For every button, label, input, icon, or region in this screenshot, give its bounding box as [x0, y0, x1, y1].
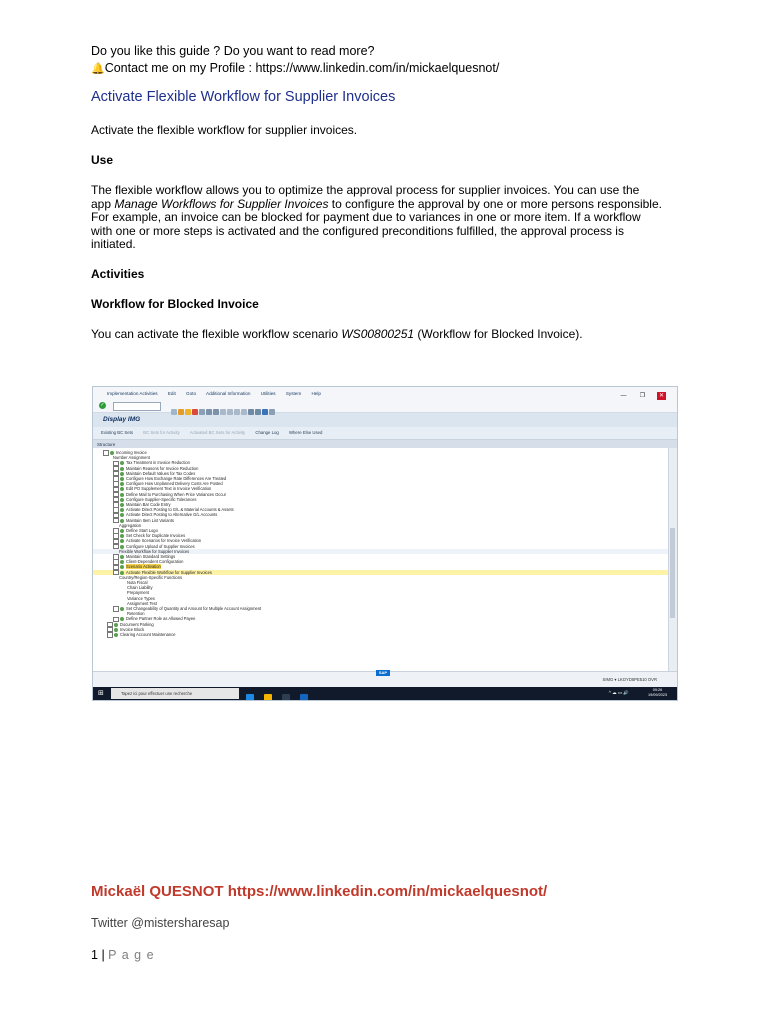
sap-logo: SAP [376, 670, 390, 676]
tree-item-label: Tax Treatment in Invoice Reduction [126, 460, 190, 466]
use-line-4: with one or more steps is activated and the configured preconditions fulfilled, the approval process is [91, 223, 624, 238]
system-info: SIMG ▾ LKOYD5PE510 OVR [602, 677, 657, 682]
tree-item-label: Incoming Invoice [116, 450, 147, 455]
maximize-icon[interactable]: ❐ [639, 393, 646, 399]
page-separator: | [101, 948, 105, 962]
sap-logon-icon[interactable] [282, 694, 290, 701]
shortcut-icon[interactable] [255, 409, 261, 415]
document-icon [107, 632, 113, 638]
activate-pre: You can activate the flexible workflow scenario [91, 327, 342, 341]
use-line-2 [91, 198, 691, 212]
tree-item-label: Activate Flexible Workflow for Supplier Invoices [126, 569, 212, 575]
menu-help[interactable]: Help [311, 391, 321, 396]
tree-scrollbar[interactable] [668, 448, 677, 672]
sap-menubar [93, 387, 677, 400]
save-icon[interactable] [171, 409, 177, 415]
tree-item-label: Flexible Workflow for Supplier Invoices [119, 548, 190, 554]
menu-additional-information[interactable]: Additional Information [206, 391, 251, 396]
use-heading: Use [91, 153, 114, 167]
tree-item-label: Number Assignment [113, 455, 150, 461]
tree-item-label: Edit PO Supplement Text in Invoice Verification [126, 486, 212, 492]
execute-activity-icon[interactable] [114, 633, 118, 637]
next-page-icon[interactable] [234, 409, 240, 415]
tree-item-label: Assignment Test [127, 600, 157, 606]
twitter-line: Twitter @mistersharesap [91, 916, 230, 930]
menu-edit[interactable]: Edit [167, 391, 176, 396]
app-name: Manage Workflows for Supplier Invoices [114, 196, 329, 211]
menu-system[interactable]: System [285, 391, 302, 396]
tree-item-label: Activate Direct Posting to G/L & Material Accounts & Assets [126, 507, 234, 513]
activities-heading: Activities [91, 267, 145, 281]
activated-bc-sets-button[interactable]: Activated BC Sets for Activity [189, 430, 246, 435]
first-page-icon[interactable] [220, 409, 226, 415]
last-page-icon[interactable] [241, 409, 247, 415]
page-number: 1 [91, 948, 98, 962]
scenario-id: WS00800251 [341, 327, 415, 341]
tree-item-label: Define Partner Role as Allowed Payee [126, 616, 196, 622]
page-word: P a g e [108, 948, 155, 962]
tree-item-label: Chain Liability [127, 585, 153, 591]
use-line-2-post: to configure the approval by one or more persons responsible. [328, 196, 662, 211]
tree-item[interactable] [93, 632, 678, 637]
img-tree [93, 448, 669, 672]
back-icon[interactable] [178, 409, 184, 415]
intro-line-2 [91, 62, 499, 77]
tree-item-label: Configure Upload of Supplier Invoices [126, 543, 195, 549]
print-icon[interactable] [199, 409, 205, 415]
tree-item-label: Country/Region-Specific Functions [119, 574, 183, 580]
edge-icon[interactable] [246, 694, 254, 701]
tree-item-label: Client-Dependent Configuration [126, 559, 184, 565]
existing-bc-sets-button[interactable]: Existing BC Sets [101, 430, 134, 435]
sap-title: Display IMG [93, 413, 677, 427]
prev-page-icon[interactable] [227, 409, 233, 415]
use-line-3: For example, an invoice can be blocked for payment due to variances in one or more item. If a workflow [91, 210, 641, 224]
find-next-icon[interactable] [213, 409, 219, 415]
layout-icon[interactable] [269, 409, 275, 415]
enter-check-icon[interactable]: ✓ [100, 402, 105, 408]
tree-item-label: Activate Direct Posting to Alternative G/L Accounts [126, 512, 218, 518]
close-icon[interactable]: ✕ [658, 393, 665, 399]
page-footer [91, 948, 155, 962]
outlook-icon[interactable] [300, 694, 308, 701]
change-log-button[interactable]: Change Log [255, 430, 279, 435]
page-title: Activate Flexible Workflow for Supplier Invoices [91, 89, 396, 105]
tree-item-label: Prepayment [127, 590, 150, 596]
tree-item-label: Maintain Reasons for Invoice Reduction [126, 465, 199, 471]
cancel-icon[interactable] [192, 409, 198, 415]
workflow-heading: Workflow for Blocked Invoice [91, 297, 259, 311]
minimize-icon[interactable]: — [620, 393, 627, 399]
where-else-used-button[interactable]: Where Else Used [288, 430, 323, 435]
windows-taskbar [93, 687, 677, 700]
tree-item-label: Configure Supplier-Specific Tolerances [126, 496, 197, 502]
activate-post: (Workflow for Blocked Invoice). [414, 327, 583, 341]
taskbar-clock [648, 688, 667, 698]
menu-implementation-activities[interactable]: Implementation Activities [107, 391, 158, 396]
intro-paragraph: Activate the flexible workflow for supplier invoices. [91, 123, 358, 137]
file-explorer-icon[interactable] [264, 694, 272, 701]
tree-item-label: Maintain Standard Settings [126, 554, 176, 559]
tree-item-label: Configure How Exchange Rate Differences Are Treated [126, 476, 227, 481]
tree-item-label: Retention [127, 611, 145, 617]
help-icon[interactable] [262, 409, 268, 415]
tree-item-label: Variance Types [127, 595, 155, 601]
find-icon[interactable] [206, 409, 212, 415]
menu-goto[interactable]: Goto [186, 391, 197, 396]
use-line-1: The flexible workflow allows you to optimize the approval process for supplier invoices. You can use the [91, 183, 640, 197]
taskbar-apps [246, 689, 318, 701]
tree-item-label: Clearing Account Maintenance [120, 632, 176, 637]
tree-item-label: Maintain Bar Code Entry [126, 502, 171, 507]
exit-icon[interactable] [185, 409, 191, 415]
profile-link[interactable]: Contact me on my Profile : https://www.linkedin.com/in/mickaelquesnot/ [104, 61, 500, 75]
tree-item-label: Maintain Item List Variants [126, 517, 174, 523]
sap-statusbar [93, 671, 677, 687]
new-session-icon[interactable] [248, 409, 254, 415]
use-line-2-pre: app [91, 196, 115, 211]
tree-item-label: Document Parking [120, 621, 154, 627]
sap-app-toolbar [93, 427, 677, 440]
bc-sets-for-activity-button[interactable]: BC Sets for Activity [143, 430, 180, 435]
intro-line-1: Do you like this guide ? Do you want to read more? [91, 44, 375, 58]
structure-header: Structure [93, 440, 677, 449]
activate-paragraph [91, 328, 583, 342]
use-paragraph [91, 184, 691, 252]
menu-utilities[interactable]: Utilities [260, 391, 276, 396]
bell-icon: 🔔 [91, 63, 105, 75]
author-line: Mickaël QUESNOT https://www.linkedin.com/in/mickaelquesnot/ [91, 883, 548, 900]
tree-item-label: Invoice Block [120, 626, 145, 632]
sap-toolbar [93, 400, 677, 413]
command-field[interactable] [113, 402, 161, 411]
use-line-5: initiated. [91, 237, 136, 251]
taskbar-search-input[interactable]: Tapez ici pour effectuer une recherche [111, 688, 239, 699]
windows-start-icon[interactable]: ⊞ [98, 690, 104, 697]
tree-item-label: Set Changeability of Quantity and Amount for Multiple Account Assignment [126, 606, 262, 611]
tree-item-label: Nota Fiscal [127, 580, 148, 585]
tree-item-label: Maintain Default Values for Tax Codes [126, 470, 196, 476]
system-tray: ^ ☁ ▭ 🔊 [608, 690, 629, 695]
tree-item-label: Activate Scenarios for Invoice Verification [126, 538, 202, 544]
tree-item-label: Define Mail to Purchasing When Price Variances Occur [126, 491, 227, 497]
tree-item-label: Configure How Unplanned Delivery Costs Are Posted [126, 481, 223, 487]
sap-screenshot [92, 386, 678, 701]
tree-item-label: Aggregation [119, 522, 142, 528]
tree-item-label: Define Start Logo [126, 528, 158, 533]
toolbar-icons [171, 402, 276, 420]
clock-date: 19/09/2023 [647, 693, 667, 697]
tree-item-label: Scenario Activation [126, 564, 161, 570]
tree-item-label: Set Check for Duplicate Invoices [126, 533, 186, 539]
scrollbar-thumb[interactable] [670, 528, 675, 618]
clock-time: 09:26 [652, 688, 663, 692]
